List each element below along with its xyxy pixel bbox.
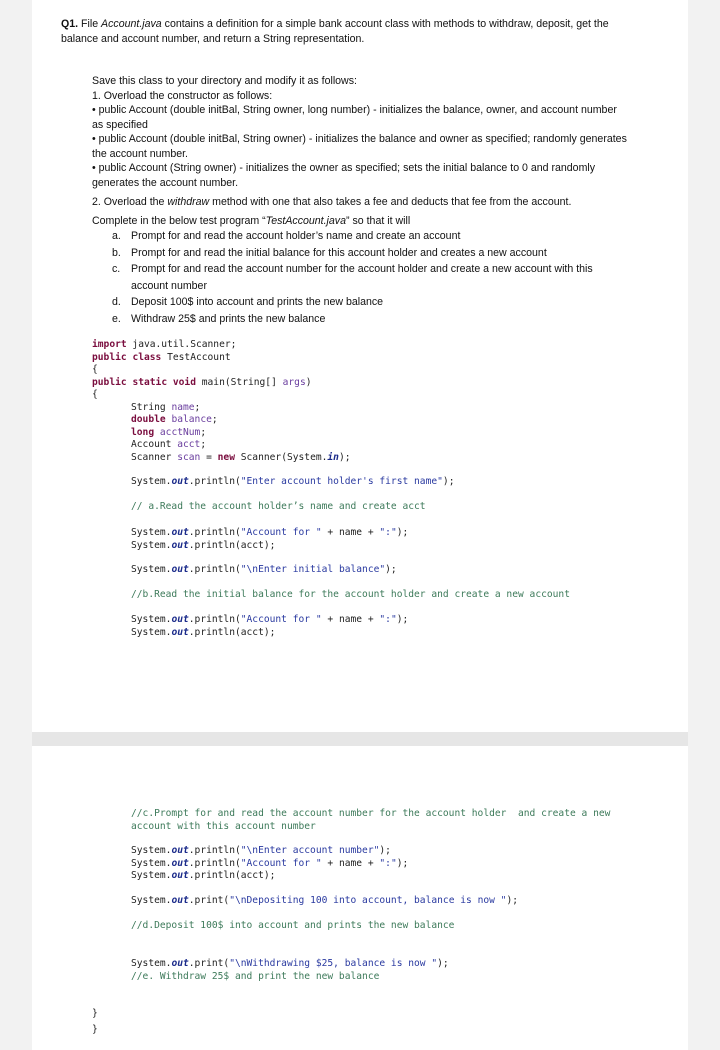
step-2: 2. Overload the withdraw method with one that also takes a fee and deducts that fee from the account. — [92, 196, 572, 208]
withdraw-method: withdraw — [167, 196, 210, 208]
bullet-2: • public Account (double initBal, String owner) - initializes the balance and owner as specified; randomly generates the account number. — [92, 133, 627, 160]
code-import: import java.util.Scanner; — [92, 339, 237, 350]
code-println-enter-balance: System.out.println("\nEnter initial balance"); — [131, 564, 397, 575]
code-main-open-brace: { — [92, 389, 98, 400]
code-comment-c-line1: //c.Prompt for and read the account number for the account holder and create a new — [131, 808, 611, 819]
code-println-acct-1: System.out.println(acct); — [131, 539, 276, 551]
question-label: Q1. — [61, 18, 79, 30]
code-println-account-for-2: System.out.println("Account for " + name + ":"); — [131, 614, 409, 625]
code-println-account-for-1: System.out.println("Account for " + name + ":"); — [131, 527, 409, 538]
code-comment-d: //d.Deposit 100$ into account and prints the new balance — [131, 920, 455, 931]
task-b: Prompt for and read the initial balance for this account holder and creates a new account — [131, 246, 547, 259]
code-decl-acct: Account acct; — [131, 439, 207, 450]
question-paragraph: Q1. File Account.java contains a definition for a simple bank account class with methods to withdraw, deposit, get the balance and account number, and return a String representation. — [61, 18, 609, 45]
code-comment-c-line2: account with this account number — [131, 820, 316, 832]
code-decl-name: String name; — [131, 401, 201, 413]
task-letter-a: a. — [112, 230, 121, 242]
task-d: Deposit 100$ into account and prints the new balance — [131, 296, 384, 308]
code-println-account-for-3: System.out.println("Account for " + name + ":"); — [131, 857, 409, 869]
code-decl-acctnum: long acctNum; — [131, 426, 207, 438]
code-print-withdrawing: System.out.print("\nWithdrawing $25, balance is now "); — [131, 958, 449, 969]
task-c: Prompt for and read the account number for the account holder and create a new account with this — [131, 263, 593, 275]
task-letter-e: e. — [112, 313, 121, 325]
code-decl-scanner: Scanner scan = new Scanner(System.in); — [131, 451, 351, 463]
code-comment-a: // a.Read the account holder’s name and create acct — [131, 501, 426, 512]
code-main-decl: public static void main(String[] args) — [92, 376, 312, 388]
task-letter-c: c. — [112, 263, 121, 275]
complete-instruction: Complete in the below test program “TestAccount.java” so that it will — [92, 215, 411, 227]
testaccount-filename: TestAccount.java — [265, 215, 346, 227]
code-main-close-brace: } — [92, 1008, 98, 1019]
code-println-enter-number: System.out.println("\nEnter account number"); — [131, 845, 391, 856]
code-println-acct-2: System.out.println(acct); — [131, 626, 276, 638]
page-separator — [32, 732, 688, 746]
account-filename: Account.java — [101, 18, 162, 30]
task-c-continued: account number — [131, 280, 207, 292]
code-class-decl: public class TestAccount — [92, 351, 231, 363]
code-class-close-brace: } — [92, 1024, 98, 1035]
instructions-intro: Save this class to your directory and modify it as follows: — [92, 75, 357, 87]
code-print-depositing: System.out.print("\nDepositing 100 into account, balance is now "); — [131, 895, 519, 906]
task-letter-b: b. — [112, 246, 121, 259]
code-println-enter-name: System.out.println("Enter account holder's first name"); — [131, 476, 455, 487]
code-comment-b: //b.Read the initial balance for the account holder and create a new account — [131, 589, 570, 600]
code-println-acct-3: System.out.println(acct); — [131, 870, 276, 881]
task-a: Prompt for and read the account holder’s name and create an account — [131, 230, 461, 242]
code-comment-e: //e. Withdraw 25$ and print the new balance — [131, 970, 380, 982]
code-decl-balance: double balance; — [131, 414, 218, 425]
bullet-3: • public Account (String owner) - initializes the owner as specified; sets the initial balance to 0 and randomly generates the account number. — [92, 162, 596, 189]
task-e: Withdraw 25$ and prints the new balance — [131, 313, 326, 325]
code-class-open-brace: { — [92, 364, 98, 375]
step-1: 1. Overload the constructor as follows: — [92, 89, 273, 102]
bullet-1: • public Account (double initBal, String owner, long number) - initializes the balance, owner, and account number as specified — [92, 104, 617, 131]
task-letter-d: d. — [112, 296, 121, 308]
